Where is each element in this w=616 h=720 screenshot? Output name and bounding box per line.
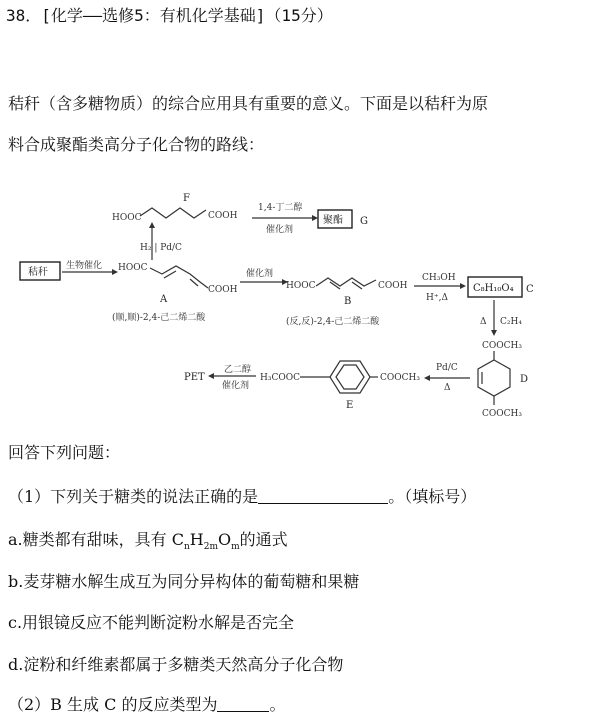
compound-b-chain: [316, 278, 376, 286]
compound-d-bottom-group: COOCH₃: [482, 409, 522, 419]
pet-label: PET: [184, 372, 205, 383]
question-1-text: （1）下列关于糖类的说法正确的是: [8, 487, 259, 506]
compound-d-top-group: COOCH₃: [482, 341, 522, 351]
arrow-f-g-bottom-label: 催化剂: [266, 225, 294, 235]
compound-f-left-group: HOOC: [112, 213, 142, 223]
arrow-f-g-top-label: 1,4-丁二醇: [258, 203, 303, 213]
arrow-a-b-label: 催化剂: [246, 269, 274, 279]
compound-e-ring-inner: [336, 365, 364, 389]
compound-a-name: (顺,顺)-2,4-己二烯二酸: [112, 313, 206, 323]
compound-b-right-group: COOH: [378, 281, 408, 291]
arrow-a-f-head: [149, 222, 155, 228]
compound-f-label: F: [183, 193, 190, 204]
arrow-b-c-top-label: CH₃OH: [422, 273, 456, 283]
straw-box-label: 秸秆: [28, 267, 48, 278]
compound-a-chain: [150, 266, 208, 288]
arrow-e-pet-top-label: 乙二醇: [224, 365, 252, 375]
compound-c-formula: C₈H₁₀O₄: [473, 283, 514, 294]
compound-a-label: A: [160, 294, 168, 305]
option-b: b.麦芽糖水解生成互为同分异构体的葡萄糖和果糖: [8, 572, 360, 591]
intro-line-1: 秸秆（含多糖物质）的综合应用具有重要的意义。下面是以秸秆为原: [8, 94, 489, 113]
compound-e-label: E: [346, 400, 354, 411]
compound-g-label: G: [360, 216, 368, 227]
arrow-a-f-label: H₂ | Pd/C: [140, 243, 182, 253]
arrow-d-e-bottom-label: Δ: [444, 383, 451, 393]
compound-c-label: C: [526, 284, 534, 295]
arrow-e-pet-head: [208, 373, 214, 379]
arrow-b-c-bottom-label: H⁺,Δ: [426, 293, 448, 303]
option-d: d.淀粉和纤维素都属于多糖类天然高分子化合物: [8, 655, 344, 674]
option-a-sub-n: n: [183, 542, 190, 553]
question-1: [8, 487, 476, 507]
question-2-suffix: 。: [269, 695, 286, 714]
question-2: [8, 695, 285, 715]
arrow-b-c-head: [460, 283, 466, 289]
compound-e-left-group: H₃COOC: [260, 373, 300, 383]
arrow-f-g-head: [312, 215, 318, 221]
compound-e-right-group: COOCH₃: [380, 373, 420, 383]
compound-b-label: B: [344, 296, 352, 307]
arrow-c-d-head: [491, 330, 497, 336]
polyester-box-label: 聚酯: [323, 215, 343, 226]
arrow-c-d-left-label: Δ: [480, 317, 487, 327]
option-a-prefix: a.糖类都有甜味，具有 C: [8, 530, 184, 549]
compound-b-left-group: HOOC: [286, 281, 316, 291]
compound-b-name: (反,反)-2,4-己二烯二酸: [286, 317, 380, 327]
option-c: c.用银镜反应不能判断淀粉水解是否完全: [8, 613, 295, 632]
compound-d-ring: [478, 360, 510, 396]
compound-f-chain: [140, 208, 206, 218]
question-1-suffix: 。（填标号）: [388, 487, 477, 506]
answers-prompt: 回答下列问题：: [8, 443, 121, 462]
arrow-e-pet-bottom-label: 催化剂: [222, 381, 250, 391]
arrow-straw-a-label: 生物催化: [66, 261, 103, 271]
arrow-d-e-top-label: Pd/C: [436, 363, 458, 373]
compound-d-label: D: [520, 374, 529, 385]
intro-line-2: 料合成聚酯类高分子化合物的路线：: [8, 135, 265, 154]
question-1-answer-blank[interactable]: [258, 487, 388, 504]
option-a: [8, 530, 288, 557]
compound-f-right-group: COOH: [208, 211, 238, 221]
synthesis-scheme: [0, 178, 616, 448]
option-a-sub-m: m: [231, 542, 240, 553]
option-a-sub-2m: 2m: [203, 542, 218, 553]
compound-a-right-group: COOH: [208, 285, 238, 295]
arrow-c-d-right-label: C₂H₄: [500, 317, 522, 327]
question-header: 38．[化学——选修5：有机化学基础]（15分）: [6, 6, 333, 25]
question-2-answer-blank[interactable]: [217, 695, 269, 712]
option-a-o: O: [217, 530, 232, 549]
option-a-h: H: [189, 530, 204, 549]
compound-a-left-group: HOOC: [118, 263, 148, 273]
question-2-text: （2）B 生成 C 的反应类型为: [8, 695, 218, 714]
option-a-suffix: 的通式: [239, 530, 288, 549]
arrow-d-e-head: [424, 375, 430, 381]
